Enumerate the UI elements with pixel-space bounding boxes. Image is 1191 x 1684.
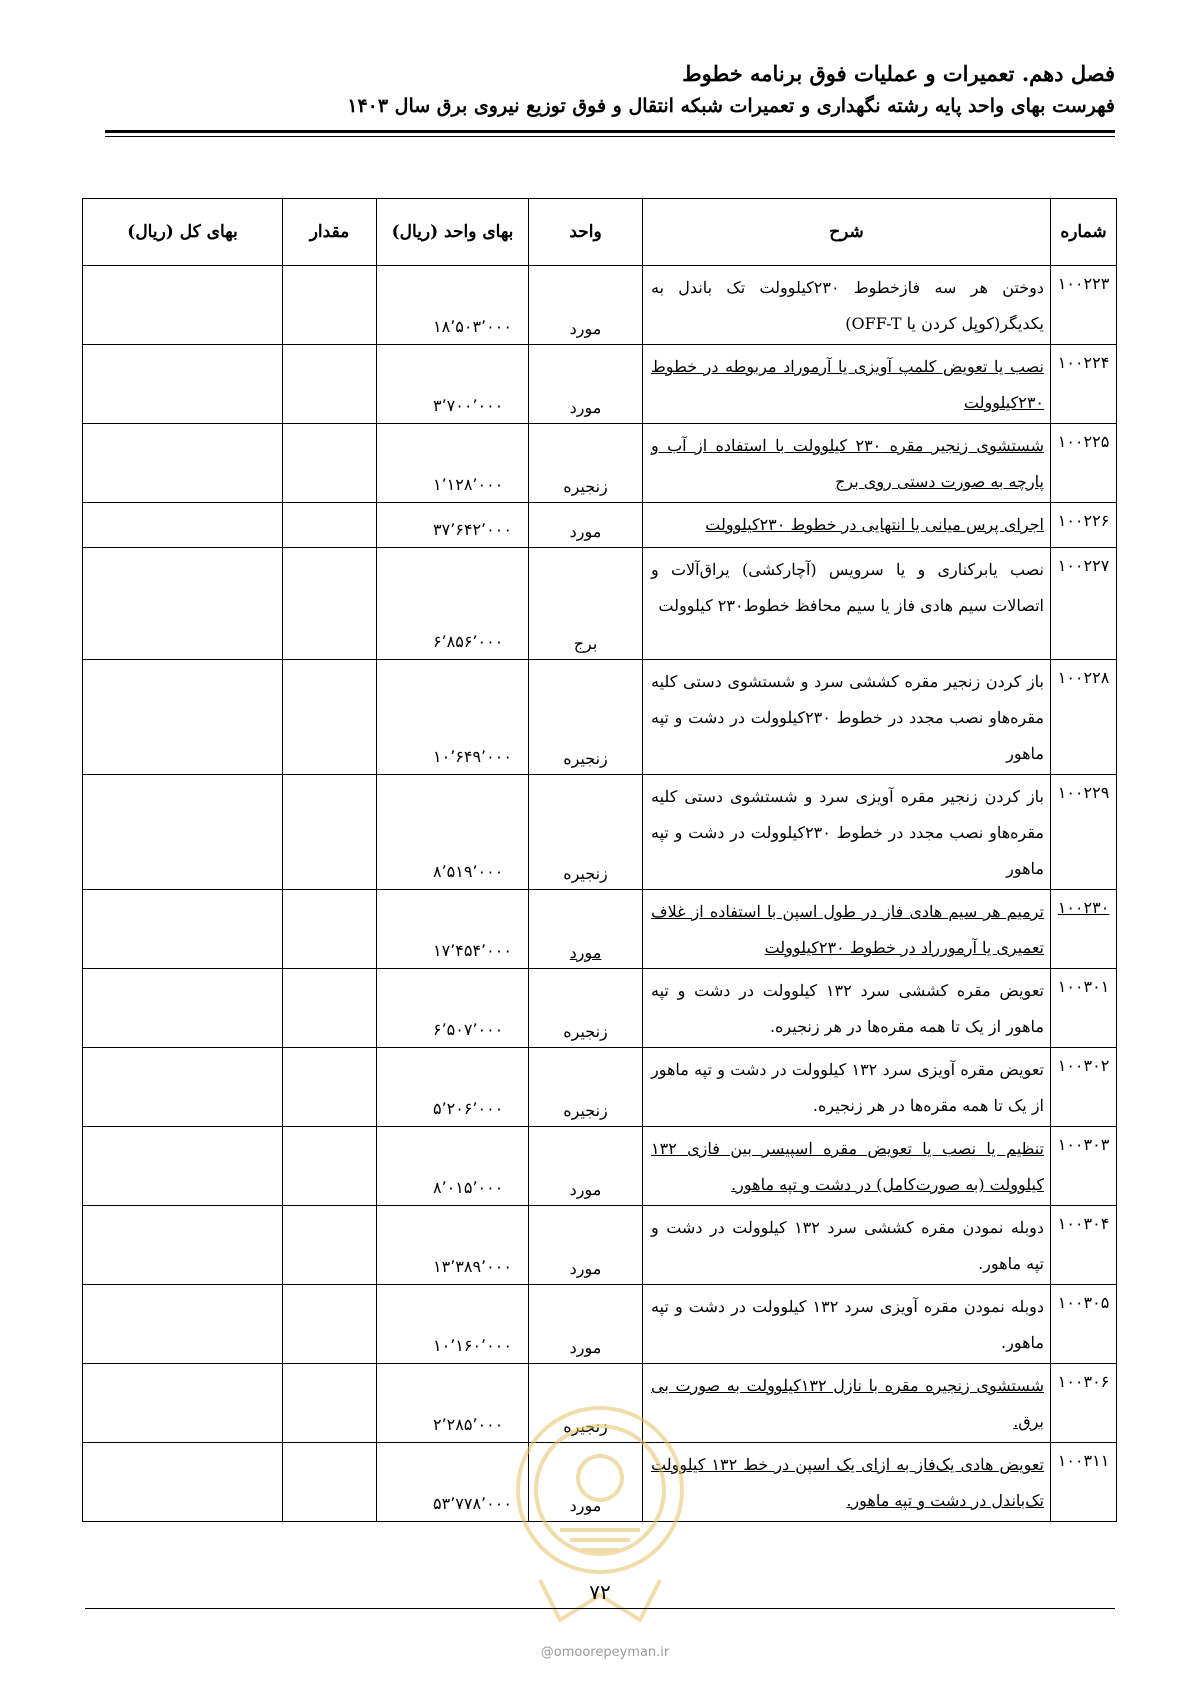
- item-unit-price: ۶٬۸۵۶٬۰۰۰: [377, 548, 529, 660]
- table-row: [83, 503, 1117, 548]
- item-unit: زنجیره: [529, 1364, 643, 1443]
- item-unit-price: ۵٬۲۰۶٬۰۰۰: [377, 1048, 529, 1127]
- item-number: ۱۰۰۳۰۶: [1051, 1364, 1117, 1443]
- item-number: ۱۰۰۲۲۳: [1051, 266, 1117, 345]
- item-unit: مورد: [529, 1285, 643, 1364]
- item-number: ۱۰۰۲۲۴: [1051, 345, 1117, 424]
- item-description: تنظیم یا نصب یا تعویض مقره اسپیسر بین فازی ۱۳۲ کیلوولت (به صورت‌کامل) در دشت و تپه ماهور.: [643, 1127, 1051, 1206]
- table-row: [83, 1206, 1117, 1285]
- item-unit-price: ۱۳٬۳۸۹٬۰۰۰: [377, 1206, 529, 1285]
- header-rule-thin: [105, 136, 1115, 137]
- item-description: اجرای پرس میانی یا انتهایی در خطوط ۲۳۰کیلوولت: [643, 503, 1051, 548]
- table-row: [83, 345, 1117, 424]
- item-unit: زنجیره: [529, 969, 643, 1048]
- item-total: [83, 266, 283, 345]
- item-unit-price: ۱۸٬۵۰۳٬۰۰۰: [377, 266, 529, 345]
- item-quantity: [283, 1127, 377, 1206]
- item-unit: مورد: [529, 1206, 643, 1285]
- item-number: ۱۰۰۲۲۸: [1051, 660, 1117, 775]
- price-table: [82, 198, 1117, 1522]
- item-description: باز کردن زنجیر مقره آویزی سرد و شستشوی دستی کلیه مقره‌هاو نصب مجدد در خطوط ۲۳۰کیلوولت در دشت و تپه ماهور: [643, 775, 1051, 890]
- item-unit: مورد: [529, 1127, 643, 1206]
- item-unit-price: ۸٬۰۱۵٬۰۰۰: [377, 1127, 529, 1206]
- item-quantity: [283, 1206, 377, 1285]
- item-description: شستشوی زنجیر مقره ۲۳۰ کیلوولت با استفاده از آب و پارچه به صورت دستی روی برج: [643, 424, 1051, 503]
- item-description: نصب یا تعویض کلمپ آویزی یا آرموراد مربوطه در خطوط ۲۳۰کیلوولت: [643, 345, 1051, 424]
- item-unit: مورد: [529, 503, 643, 548]
- item-unit-price: ۳۷٬۶۴۲٬۰۰۰: [377, 503, 529, 548]
- table-row: [83, 660, 1117, 775]
- item-description: شستشوی زنجیره مقره با نازل ۱۳۲کیلوولت به صورت بی برق.: [643, 1364, 1051, 1443]
- item-number: ۱۰۰۲۲۵: [1051, 424, 1117, 503]
- table-header-row: [83, 199, 1117, 266]
- col-header-number: شماره: [1051, 199, 1117, 266]
- col-header-unit: واحد: [529, 199, 643, 266]
- item-quantity: [283, 548, 377, 660]
- item-total: [83, 660, 283, 775]
- item-description: ترمیم هر سیم هادی فاز در طول اسپن با استفاده از غلاف تعمیری یا آرمورراد در خطوط ۲۳۰کیلوولت: [643, 890, 1051, 969]
- table-row: [83, 1127, 1117, 1206]
- item-unit: زنجیره: [529, 775, 643, 890]
- item-total: [83, 890, 283, 969]
- item-unit-price: ۳٬۷۰۰٬۰۰۰: [377, 345, 529, 424]
- item-total: [83, 775, 283, 890]
- item-description: باز کردن زنجیر مقره کششی سرد و شستشوی دستی کلیه مقره‌هاو نصب مجدد در خطوط ۲۳۰کیلوولت در دشت و تپه ماهور: [643, 660, 1051, 775]
- item-total: [83, 548, 283, 660]
- item-description: تعویض مقره کششی سرد ۱۳۲ کیلوولت در دشت و تپه ماهور از یک تا همه مقره‌ها در هر زنجیره.: [643, 969, 1051, 1048]
- item-quantity: [283, 1443, 377, 1522]
- item-unit: مورد: [529, 345, 643, 424]
- item-unit: زنجیره: [529, 1048, 643, 1127]
- item-number: ۱۰۰۳۰۲: [1051, 1048, 1117, 1127]
- item-quantity: [283, 775, 377, 890]
- item-number: ۱۰۰۳۰۴: [1051, 1206, 1117, 1285]
- item-unit-price: ۱۷٬۴۵۴٬۰۰۰: [377, 890, 529, 969]
- col-header-quantity: مقدار: [283, 199, 377, 266]
- item-description: نصب یابرکناری و یا سرویس (آچارکشی) یراق‌آلات و اتصالات سیم هادی فاز یا سیم محافظ خطوط۲۳۰ کیلوولت: [643, 548, 1051, 660]
- item-unit: زنجیره: [529, 424, 643, 503]
- item-quantity: [283, 890, 377, 969]
- col-header-unit-price: بهای واحد (ریال): [377, 199, 529, 266]
- table-row: [83, 775, 1117, 890]
- item-quantity: [283, 660, 377, 775]
- item-quantity: [283, 424, 377, 503]
- item-total: [83, 1206, 283, 1285]
- item-unit: مورد: [529, 1443, 643, 1522]
- item-quantity: [283, 969, 377, 1048]
- item-number: ۱۰۰۳۰۱: [1051, 969, 1117, 1048]
- table-row: [83, 890, 1117, 969]
- table-row: [83, 969, 1117, 1048]
- item-total: [83, 1285, 283, 1364]
- item-unit-price: ۸٬۵۱۹٬۰۰۰: [377, 775, 529, 890]
- item-unit: مورد: [529, 890, 643, 969]
- table-row: [83, 1048, 1117, 1127]
- item-number: ۱۰۰۳۰۳: [1051, 1127, 1117, 1206]
- item-unit-price: ۲٬۲۸۵٬۰۰۰: [377, 1364, 529, 1443]
- item-number: ۱۰۰۳۰۵: [1051, 1285, 1117, 1364]
- page-header: [105, 58, 1115, 122]
- item-unit-price: ۱٬۱۲۸٬۰۰۰: [377, 424, 529, 503]
- item-quantity: [283, 1048, 377, 1127]
- item-number: ۱۰۰۲۲۷: [1051, 548, 1117, 660]
- table-row: [83, 548, 1117, 660]
- item-total: [83, 1364, 283, 1443]
- item-quantity: [283, 503, 377, 548]
- item-unit: برج: [529, 548, 643, 660]
- item-total: [83, 503, 283, 548]
- table-row: [83, 266, 1117, 345]
- item-unit-price: ۵۳٬۷۷۸٬۰۰۰: [377, 1443, 529, 1522]
- chapter-title: فصل دهم. تعمیرات و عملیات فوق برنامه خطوط: [682, 61, 1115, 86]
- item-unit-price: ۱۰٬۱۶۰٬۰۰۰: [377, 1285, 529, 1364]
- item-quantity: [283, 1364, 377, 1443]
- page-number: ۷۲: [589, 1580, 611, 1604]
- item-total: [83, 1443, 283, 1522]
- footer-rule: [85, 1608, 1115, 1609]
- item-number: ۱۰۰۳۱۱: [1051, 1443, 1117, 1522]
- item-unit-price: ۱۰٬۶۴۹٬۰۰۰: [377, 660, 529, 775]
- item-total: [83, 1048, 283, 1127]
- item-unit-price: ۶٬۵۰۷٬۰۰۰: [377, 969, 529, 1048]
- item-description: دوبله نمودن مقره کششی سرد ۱۳۲ کیلوولت در دشت و تپه ماهور.: [643, 1206, 1051, 1285]
- header-rule-thick: [105, 130, 1115, 133]
- item-total: [83, 969, 283, 1048]
- table-row: [83, 1285, 1117, 1364]
- item-description: تعویض هادی یک‌فاز به ازای یک اسپن در خط ۱۳۲ کیلوولت تک‌باندل در دشت و تپه ماهور.: [643, 1443, 1051, 1522]
- item-quantity: [283, 266, 377, 345]
- item-number: ۱۰۰۲۲۹: [1051, 775, 1117, 890]
- item-quantity: [283, 1285, 377, 1364]
- table-row: [83, 424, 1117, 503]
- item-description: تعویض مقره آویزی سرد ۱۳۲ کیلوولت در دشت و تپه ماهور از یک تا همه مقره‌ها در هر زنجیره.: [643, 1048, 1051, 1127]
- item-description: دوختن هر سه فازخطوط ۲۳۰کیلوولت تک باندل به یکدیگر(کوپل کردن یا OFF-T): [643, 266, 1051, 345]
- document-subtitle: فهرست بهای واحد پایه رشته نگهداری و تعمیرات شبکه انتقال و فوق توزیع نیروی برق سال ۱۴۰۳: [347, 95, 1115, 117]
- col-header-description: شرح: [643, 199, 1051, 266]
- item-total: [83, 424, 283, 503]
- footer-website: @omoorepeyman.ir: [540, 1645, 670, 1660]
- item-unit: زنجیره: [529, 660, 643, 775]
- item-description: دوبله نمودن مقره آویزی سرد ۱۳۲ کیلوولت در دشت و تپه ماهور.: [643, 1285, 1051, 1364]
- item-quantity: [283, 345, 377, 424]
- col-header-total: بهای کل (ریال): [83, 199, 283, 266]
- item-number: ۱۰۰۲۲۶: [1051, 503, 1117, 548]
- item-total: [83, 345, 283, 424]
- item-total: [83, 1127, 283, 1206]
- item-unit: مورد: [529, 266, 643, 345]
- item-number: ۱۰۰۲۳۰: [1051, 890, 1117, 969]
